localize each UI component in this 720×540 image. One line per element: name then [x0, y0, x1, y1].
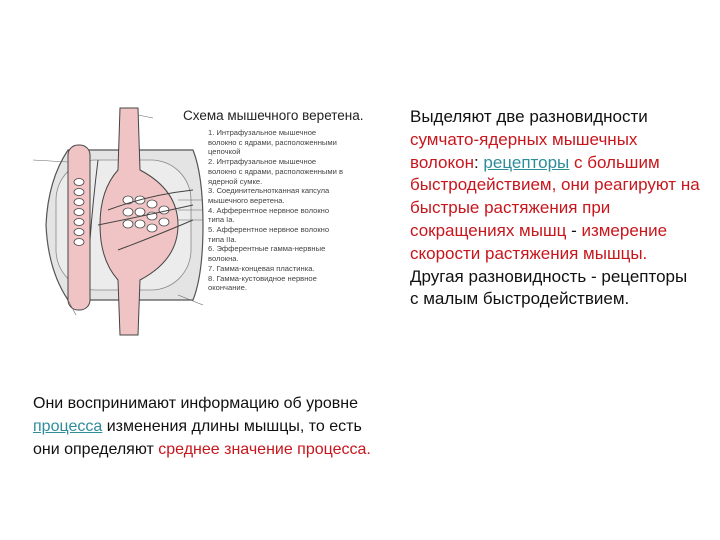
- bottom-text-part: Они воспринимают информацию об уровне: [33, 395, 359, 412]
- legend-line: типа Ia.: [208, 215, 235, 225]
- legend-line: 3. Соединительнотканная капсула: [208, 186, 330, 196]
- intrafusal-fiber-chain: [68, 145, 90, 310]
- right-text-highlight: измерение скорости растяжения мышцы.: [410, 220, 668, 263]
- bottom-text-part: изменения длины мышцы, то есть они определяют: [33, 418, 362, 458]
- legend-line: 7. Гамма-концевая пластинка.: [208, 263, 315, 273]
- legend-line: 1. Интрафузальное мышечное: [208, 128, 317, 137]
- legend-line: ядерной сумке.: [208, 176, 263, 186]
- right-text-part: Другая разновидность - рецепторы с малым быстродействием.: [410, 266, 688, 309]
- legend-line: волокно с ядрами, расположенными: [208, 137, 337, 147]
- legend-line: 8. Гамма-кустовидное нервное: [208, 273, 317, 283]
- right-text-highlight: сумчато-ядерных мышечных волокон: [410, 129, 638, 172]
- legend-line: волокна.: [208, 254, 239, 264]
- legend-line: окончание.: [208, 283, 247, 293]
- legend-line: 4. Афферентное нервное волокно: [208, 205, 330, 215]
- figure-title: Схема мышечного веретена.: [183, 108, 364, 123]
- legend-line: мышечного веретена.: [208, 195, 285, 205]
- legend-line: 6. Эфферентные гамма-нервные: [208, 244, 326, 254]
- legend-line: 2. Интрафузальное мышечное: [208, 157, 317, 167]
- right-paragraph: [410, 106, 700, 311]
- bottom-text-highlight: среднее значение процесса.: [158, 441, 371, 458]
- receptors-link[interactable]: рецепторы: [483, 152, 570, 172]
- right-text-part: Выделяют две разновидности: [410, 107, 648, 126]
- legend-line: волокно с ядрами, расположенными в: [208, 166, 343, 176]
- right-text-part: :: [473, 152, 484, 172]
- process-link[interactable]: процесса: [33, 418, 103, 435]
- legend-line: типа IIa.: [208, 234, 237, 244]
- legend-line: 5. Афферентное нервное волокно: [208, 225, 330, 235]
- right-text-highlight: с большим быстродействием, они реагируют на быстрые растяжения при сокращениях мышц: [410, 152, 700, 240]
- figure-legend: [208, 128, 378, 293]
- right-text-part: -: [566, 220, 582, 240]
- bottom-paragraph: [33, 392, 383, 461]
- legend-line: цепочкой: [208, 147, 241, 157]
